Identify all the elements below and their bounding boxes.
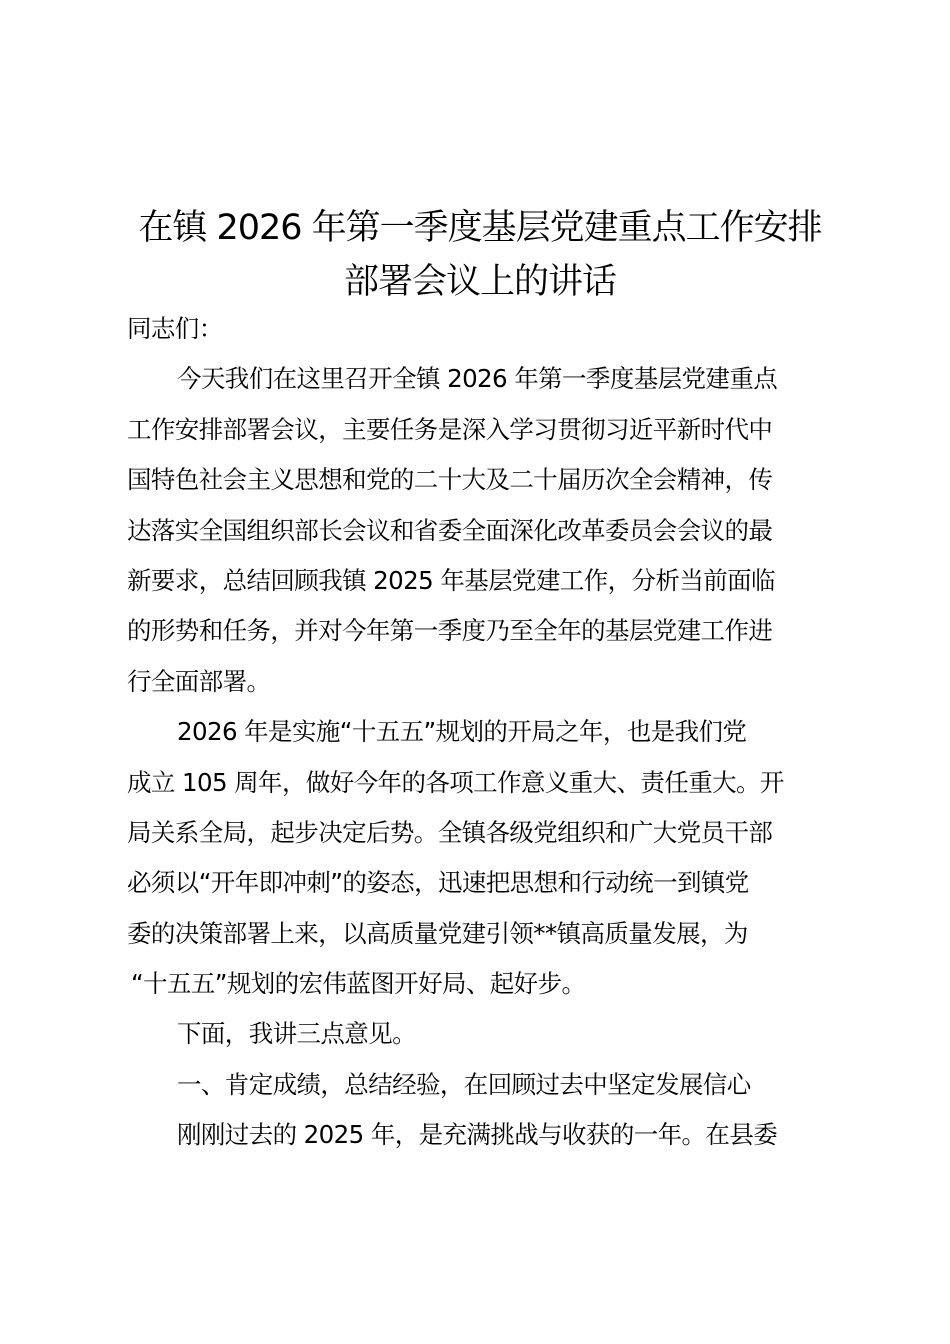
- title-line-2: 部署会议上的讲话: [343, 262, 616, 303]
- paragraph-1-line-4: 达落实全国组织部长会议和省委全面深化改革委员会会议的最: [127, 515, 773, 545]
- document-title: [120, 201, 840, 309]
- paragraph-1-line-6: 的形势和任务，并对今年第一季度乃至全年的基层党建工作进: [127, 616, 773, 646]
- paragraph-2-line-6: “十五五”规划的宏伟蓝图开好局、起好步。: [131, 969, 586, 999]
- paragraph-2-line-4: 必须以“开年即冲刺”的姿态，迅速把思想和行动统一到镇党: [127, 868, 749, 898]
- paragraph-1-line-7: 行全面部署。: [127, 666, 271, 696]
- paragraph-4-line-1: 刚刚过去的 2025 年，是充满挑战与收获的一年。在县委: [177, 1120, 778, 1150]
- paragraph-2-line-5: 委的决策部署上来，以高质量党建引领**镇高质量发展，为: [127, 918, 748, 948]
- document-body: [127, 304, 839, 1161]
- paragraph-2-line-3: 局关系全局，起步决定后势。全镇各级党组织和广大党员干部: [127, 817, 773, 847]
- paragraph-1-line-2: 工作安排部署会议，主要任务是深入学习贯彻习近平新时代中: [127, 414, 773, 444]
- paragraph-1-line-1: 今天我们在这里召开全镇 2026 年第一季度基层党建重点: [177, 364, 778, 394]
- paragraph-2-line-2: 成立 105 周年，做好今年的各项工作意义重大、责任重大。开: [127, 767, 784, 797]
- paragraph-1-line-3: 国特色社会主义思想和党的二十大及二十届历次全会精神，传: [127, 465, 773, 495]
- paragraph-1-line-5: 新要求，总结回顾我镇 2025 年基层党建工作，分析当前面临: [127, 565, 775, 595]
- salutation: 同志们：: [127, 314, 223, 343]
- section-heading-1: 一、肯定成绩，总结经验，在回顾过去中坚定发展信心: [177, 1069, 751, 1099]
- title-line-1: 在镇 2026 年第一季度基层党建重点工作安排: [138, 208, 822, 249]
- paragraph-3-line-1: 下面，我讲三点意见。: [177, 1019, 416, 1049]
- paragraph-2-line-1: 2026 年是实施“十五五”规划的开局之年，也是我们党: [177, 717, 747, 747]
